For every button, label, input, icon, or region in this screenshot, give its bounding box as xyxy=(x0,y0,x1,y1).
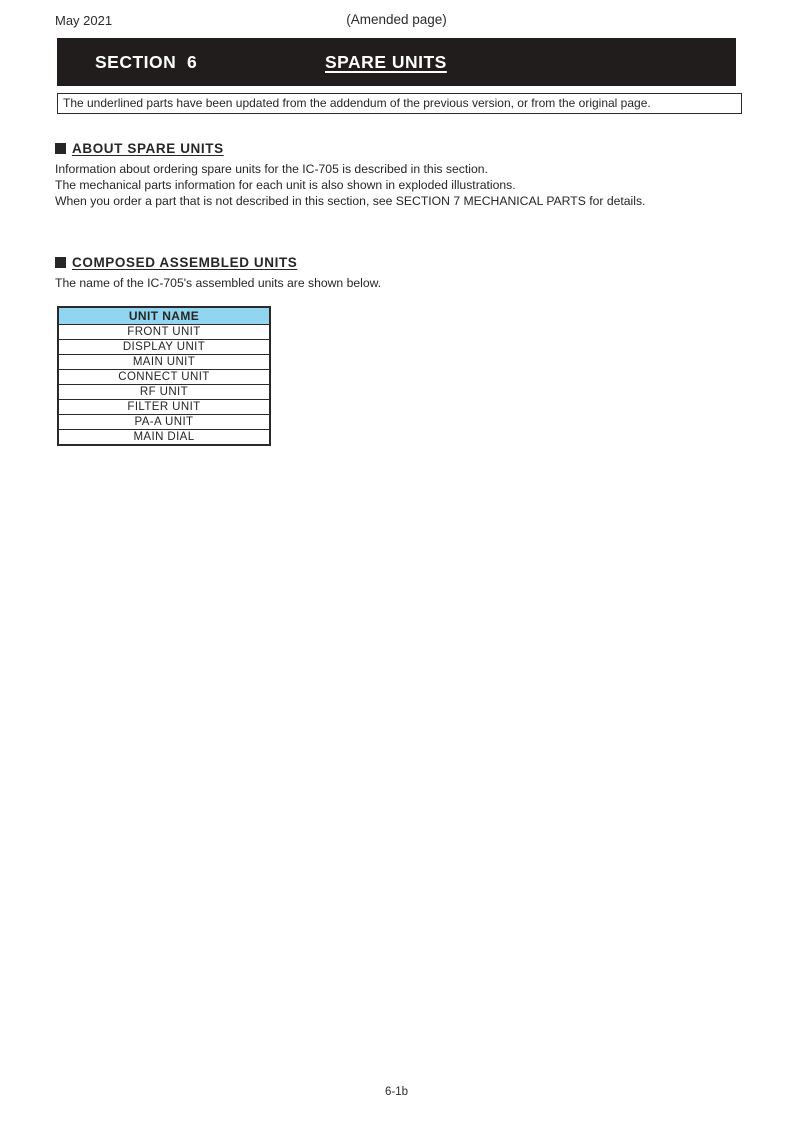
table-row xyxy=(58,325,270,340)
page-date: May 2021 xyxy=(55,13,113,28)
composed-assembled-units-section xyxy=(55,255,381,291)
about-line: The mechanical parts information for each unit is also shown in exploded illustrations. xyxy=(55,178,516,192)
unit-name-cell: MAIN DIAL xyxy=(58,430,270,446)
square-bullet-icon xyxy=(55,143,66,154)
unit-name-cell: RF UNIT xyxy=(58,385,270,400)
unit-name-cell: FILTER UNIT xyxy=(58,400,270,415)
table-row xyxy=(58,385,270,400)
unit-name-cell: CONNECT UNIT xyxy=(58,370,270,385)
table-row xyxy=(58,355,270,370)
about-body xyxy=(55,161,645,209)
unit-name-cell: FRONT UNIT xyxy=(58,325,270,340)
unit-name-cell: PA-A UNIT xyxy=(58,415,270,430)
table-row xyxy=(58,430,270,446)
composed-intro: The name of the IC-705's assembled units are shown below. xyxy=(55,276,382,290)
about-line: Information about ordering spare units for the IC-705 is described in this section. xyxy=(55,162,488,176)
section-header-bar xyxy=(57,38,736,86)
about-heading-text: ABOUT SPARE UNITS xyxy=(72,141,224,156)
unit-name-header-cell: UNIT NAME xyxy=(58,307,270,325)
table-row xyxy=(58,370,270,385)
table-row xyxy=(58,340,270,355)
update-notice-text: The underlined parts have been updated from the addendum of the previous version, or from the original page. xyxy=(63,96,651,110)
table-row xyxy=(58,400,270,415)
about-spare-units-heading xyxy=(55,141,645,156)
about-line: When you order a part that is not described in this section, see SECTION 7 MECHANICAL PARTS for details. xyxy=(55,194,646,208)
section-number: SECTION 6 xyxy=(95,51,198,72)
composed-assembled-units-heading xyxy=(55,255,381,270)
composed-heading-text: COMPOSED ASSEMBLED UNITS xyxy=(72,255,298,270)
about-spare-units-section xyxy=(55,141,645,209)
table-header-row xyxy=(58,307,270,325)
unit-name-table xyxy=(57,306,271,446)
section-title: SPARE UNITS xyxy=(325,51,447,72)
update-notice-box xyxy=(57,93,742,114)
table-row xyxy=(58,415,270,430)
unit-name-cell: DISPLAY UNIT xyxy=(58,340,270,355)
amended-page-note: (Amended page) xyxy=(346,12,447,27)
square-bullet-icon xyxy=(55,257,66,268)
unit-name-cell: MAIN UNIT xyxy=(58,355,270,370)
page-number: 6-1b xyxy=(384,1086,409,1098)
